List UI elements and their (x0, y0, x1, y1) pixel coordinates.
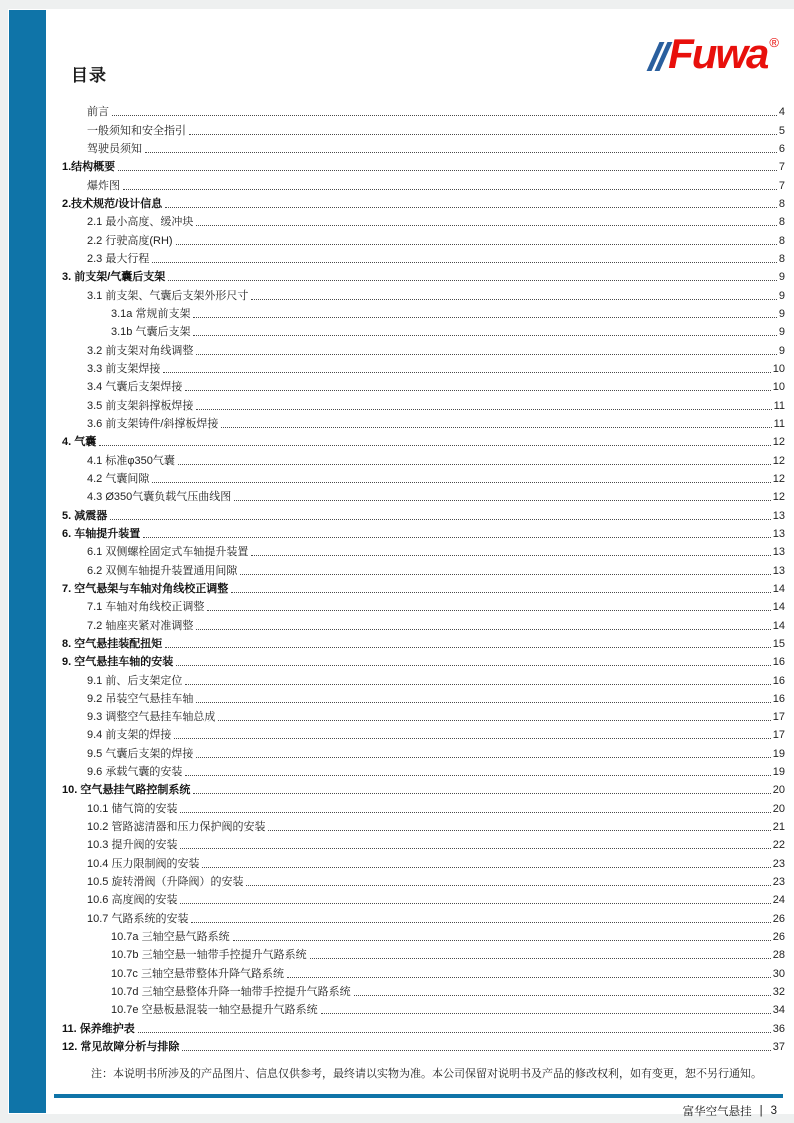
toc-entry-label: 2.3 最大行程 (87, 252, 150, 265)
toc-entry[interactable] (8, 964, 794, 982)
toc-dot-leader (185, 683, 770, 685)
toc-entry-label: 10.4 压力限制阀的安装 (87, 857, 200, 870)
toc-entry-page: 16 (772, 656, 785, 669)
toc-dot-leader (180, 811, 770, 813)
toc-dot-leader (165, 206, 777, 208)
toc-dot-leader (196, 756, 770, 758)
toc-entry-label: 10.7e 空悬板悬混装一轴空悬提升气路系统 (111, 1004, 318, 1017)
toc-dot-leader (193, 792, 770, 794)
toc-entry-page: 26 (772, 931, 785, 944)
toc-list (8, 103, 794, 1056)
toc-dot-leader (176, 243, 777, 245)
toc-dot-leader (118, 169, 777, 171)
toc-entry-label: 驾驶员须知 (87, 142, 142, 155)
toc-entry-page: 6 (778, 142, 785, 155)
toc-entry[interactable] (8, 799, 794, 817)
toc-entry[interactable] (8, 506, 794, 524)
toc-entry[interactable] (8, 525, 794, 543)
toc-entry-label: 4.3 Ø350气囊负载气压曲线图 (87, 491, 232, 504)
toc-entry-label: 10.7c 三轴空悬带整体升降气路系统 (111, 967, 284, 980)
toc-entry-label: 3.1 前支架、气囊后支架外形尺寸 (87, 289, 249, 302)
toc-entry[interactable] (8, 1019, 794, 1037)
toc-entry-label: 3.3 前支架焊接 (87, 362, 161, 375)
toc-entry-page: 21 (772, 821, 785, 834)
toc-entry-label: 12. 常见故障分析与排除 (62, 1041, 180, 1054)
toc-entry-label: 9.5 气囊后支架的焊接 (87, 747, 194, 760)
toc-entry-page: 30 (772, 967, 785, 980)
toc-entry[interactable] (8, 1038, 794, 1056)
toc-entry[interactable] (8, 873, 794, 891)
toc-dot-leader (218, 719, 770, 721)
toc-entry[interactable] (8, 213, 794, 231)
toc-entry-label: 5. 减震器 (62, 509, 108, 522)
toc-entry-label: 9.3 调整空气悬挂车轴总成 (87, 711, 216, 724)
toc-dot-leader (189, 133, 777, 135)
toc-dot-leader (185, 389, 770, 391)
toc-entry-label: 10.7b 三轴空悬一轴带手控提升气路系统 (111, 949, 307, 962)
toc-entry[interactable] (8, 1001, 794, 1019)
toc-entry-label: 爆炸图 (87, 179, 120, 192)
toc-dot-leader (240, 573, 770, 575)
toc-dot-leader (152, 481, 770, 483)
toc-dot-leader (196, 353, 777, 355)
toc-entry-page: 16 (772, 674, 785, 687)
toc-entry-page: 12 (772, 472, 785, 485)
toc-entry-label: 3.1a 常规前支架 (111, 307, 191, 320)
toc-entry[interactable] (8, 708, 794, 726)
toc-dot-leader (231, 591, 771, 593)
toc-entry-page: 8 (778, 234, 785, 247)
toc-entry[interactable] (8, 671, 794, 689)
toc-dot-leader (178, 463, 771, 465)
toc-entry-label: 6.2 双侧车轴提升装置通用间隙 (87, 564, 238, 577)
toc-entry-label: 7.1 车轴对角线校正调整 (87, 601, 205, 614)
toc-dot-leader (180, 902, 770, 904)
toc-entry[interactable] (8, 854, 794, 872)
toc-dot-leader (196, 408, 771, 410)
toc-dot-leader (138, 1031, 771, 1033)
toc-entry-page: 8 (778, 252, 785, 265)
toc-entry-page: 16 (772, 692, 785, 705)
footer-brand-text: 富华空气悬挂 (682, 1106, 752, 1118)
toc-entry-page: 13 (772, 509, 785, 522)
toc-dot-leader (202, 866, 770, 868)
toc-dot-leader (165, 646, 771, 648)
toc-entry[interactable] (8, 543, 794, 561)
toc-entry-label: 3.5 前支架斜撑板焊接 (87, 399, 194, 412)
registered-mark: ® (769, 35, 779, 50)
toc-entry-label: 7. 空气悬架与车轴对角线校正调整 (62, 582, 229, 595)
page-title: 目录 (71, 66, 107, 85)
toc-entry[interactable] (8, 286, 794, 304)
toc-dot-leader (251, 554, 770, 556)
toc-entry[interactable] (8, 891, 794, 909)
toc-entry[interactable] (8, 231, 794, 249)
toc-entry-label: 10.1 储气筒的安装 (87, 802, 178, 815)
toc-entry-label: 10.3 提升阀的安装 (87, 839, 178, 852)
toc-entry-label: 6. 车轴提升装置 (62, 527, 141, 540)
toc-entry-page: 13 (772, 546, 785, 559)
toc-entry[interactable] (8, 928, 794, 946)
toc-entry[interactable] (8, 763, 794, 781)
toc-entry-page: 7 (778, 179, 785, 192)
toc-entry-label: 10.7a 三轴空悬气路系统 (111, 931, 230, 944)
toc-entry[interactable] (8, 176, 794, 194)
toc-entry-page: 15 (772, 637, 785, 650)
toc-entry-label: 3.6 前支架铸件/斜撑板焊接 (87, 417, 219, 430)
toc-dot-leader (321, 1012, 771, 1014)
toc-entry-page: 12 (772, 436, 785, 449)
toc-entry-label: 10.7 气路系统的安装 (87, 912, 189, 925)
toc-entry[interactable] (8, 488, 794, 506)
toc-dot-leader (310, 957, 771, 959)
toc-dot-leader (207, 609, 770, 611)
toc-dot-leader (112, 114, 777, 116)
fuwa-logo (653, 30, 779, 77)
toc-entry-page: 34 (772, 1004, 785, 1017)
toc-entry-page: 11 (773, 417, 785, 430)
toc-entry-label: 4.2 气囊间隙 (87, 472, 150, 485)
toc-entry-page: 24 (772, 894, 785, 907)
toc-dot-leader (246, 884, 770, 886)
toc-entry[interactable] (8, 195, 794, 213)
note-text: 注：本说明书所涉及的产品图片、信息仅供参考，最终请以实物为准。本公司保留对说明书及产品的修改权利，如有变更，恕不另行通知。 (91, 1068, 762, 1080)
toc-entry-label: 11. 保养维护表 (62, 1022, 135, 1035)
toc-dot-leader (110, 518, 771, 520)
footer-info (683, 1103, 777, 1119)
toc-entry-label: 4.1 标准φ350气囊 (87, 454, 175, 467)
toc-dot-leader (123, 188, 777, 190)
toc-entry[interactable] (8, 635, 794, 653)
toc-entry[interactable] (8, 360, 794, 378)
toc-dot-leader (145, 151, 777, 153)
toc-entry[interactable] (8, 726, 794, 744)
toc-entry-page: 7 (778, 161, 785, 174)
toc-entry-page: 26 (772, 912, 785, 925)
left-accent-bar (9, 10, 46, 1113)
toc-entry-page: 19 (772, 747, 785, 760)
toc-dot-leader (196, 224, 777, 226)
toc-entry-page: 9 (778, 289, 785, 302)
toc-entry-label: 10.7d 三轴空悬整体升降一轴带手控提升气路系统 (111, 986, 351, 999)
toc-entry-label: 6.1 双侧螺栓固定式车轴提升装置 (87, 546, 249, 559)
toc-entry-page: 8 (778, 216, 785, 229)
toc-entry-label: 8. 空气悬挂装配扭矩 (62, 637, 163, 650)
toc-entry-page: 9 (778, 307, 785, 320)
toc-entry[interactable] (8, 140, 794, 158)
toc-dot-leader (193, 316, 776, 318)
toc-entry-label: 7.2 轴座夹紧对准调整 (87, 619, 194, 632)
toc-entry[interactable] (8, 909, 794, 927)
toc-entry-page: 36 (772, 1022, 785, 1035)
toc-entry[interactable] (8, 415, 794, 433)
toc-entry[interactable] (8, 103, 794, 121)
toc-entry-label: 10.6 高度阀的安装 (87, 894, 178, 907)
toc-dot-leader (168, 279, 777, 281)
toc-entry-page: 20 (772, 784, 785, 797)
toc-entry[interactable] (8, 451, 794, 469)
toc-entry[interactable] (8, 268, 794, 286)
toc-entry-page: 5 (778, 124, 785, 137)
toc-entry[interactable] (8, 250, 794, 268)
toc-dot-leader (196, 701, 770, 703)
toc-entry[interactable] (8, 836, 794, 854)
toc-entry-page: 9 (778, 344, 785, 357)
toc-entry[interactable] (8, 158, 794, 176)
toc-entry[interactable] (8, 818, 794, 836)
toc-entry-page: 22 (772, 839, 785, 852)
toc-dot-leader (234, 499, 770, 501)
toc-entry[interactable] (8, 378, 794, 396)
toc-dot-leader (221, 426, 771, 428)
toc-entry-label: 一般须知和安全指引 (87, 124, 186, 137)
toc-entry-page: 17 (772, 729, 785, 742)
toc-entry-label: 9.4 前支架的焊接 (87, 729, 172, 742)
toc-entry-page: 28 (772, 949, 785, 962)
toc-entry-page: 11 (773, 399, 785, 412)
footer-page-number: 3 (770, 1105, 777, 1117)
toc-entry[interactable] (8, 323, 794, 341)
toc-dot-leader (180, 847, 770, 849)
toc-entry-label: 2.2 行驶高度(RH) (87, 234, 173, 247)
toc-dot-leader (268, 829, 770, 831)
toc-entry-label: 10.5 旋转滑阀（升降阀）的安装 (87, 876, 244, 889)
toc-entry-page: 4 (778, 106, 785, 119)
toc-entry-page: 13 (772, 527, 785, 540)
toc-entry-page: 10 (772, 381, 785, 394)
toc-entry-label: 4. 气囊 (62, 436, 97, 449)
toc-entry[interactable] (8, 946, 794, 964)
toc-entry-label: 2.技术规范/设计信息 (62, 197, 163, 210)
toc-dot-leader (287, 976, 771, 978)
toc-entry-label: 3.4 气囊后支架焊接 (87, 381, 183, 394)
toc-entry[interactable] (8, 580, 794, 598)
toc-dot-leader (196, 628, 770, 630)
toc-entry[interactable] (8, 616, 794, 634)
toc-entry-page: 14 (772, 601, 785, 614)
toc-entry-page: 14 (772, 582, 785, 595)
toc-dot-leader (251, 298, 777, 300)
toc-dot-leader (182, 1049, 770, 1051)
toc-entry[interactable] (8, 470, 794, 488)
toc-entry[interactable] (8, 561, 794, 579)
toc-entry-page: 8 (778, 197, 785, 210)
toc-dot-leader (354, 994, 771, 996)
toc-entry-page: 37 (772, 1041, 785, 1054)
document-page (8, 9, 794, 1118)
footer-separator: | (759, 1105, 763, 1117)
toc-entry-label: 3.2 前支架对角线调整 (87, 344, 194, 357)
toc-dot-leader (143, 536, 771, 538)
toc-entry[interactable] (8, 690, 794, 708)
toc-entry[interactable] (8, 433, 794, 451)
toc-entry-label: 9.2 吊装空气悬挂车轴 (87, 692, 194, 705)
toc-entry-page: 12 (772, 491, 785, 504)
toc-dot-leader (191, 921, 770, 923)
toc-dot-leader (174, 737, 770, 739)
toc-entry[interactable] (8, 341, 794, 359)
toc-entry[interactable] (8, 121, 794, 139)
toc-entry-page: 12 (772, 454, 785, 467)
toc-entry[interactable] (8, 598, 794, 616)
toc-dot-leader (176, 664, 771, 666)
toc-entry-page: 19 (772, 766, 785, 779)
toc-entry-label: 1.结构概要 (62, 161, 116, 174)
toc-entry-label: 3. 前支架/气囊后支架 (62, 271, 166, 284)
toc-entry-label: 10.2 管路滤清器和压力保护阀的安装 (87, 821, 266, 834)
toc-entry[interactable] (8, 653, 794, 671)
toc-entry-label: 9.6 承载气囊的安装 (87, 766, 183, 779)
toc-entry-page: 14 (772, 619, 785, 632)
toc-entry-page: 23 (772, 876, 785, 889)
toc-dot-leader (152, 261, 777, 263)
toc-entry-page: 20 (772, 802, 785, 815)
toc-dot-leader (233, 939, 771, 941)
toc-entry-page: 10 (772, 362, 785, 375)
toc-entry-label: 9. 空气悬挂车轴的安装 (62, 656, 174, 669)
toc-entry-page: 32 (772, 986, 785, 999)
toc-entry[interactable] (8, 781, 794, 799)
toc-entry-page: 13 (772, 564, 785, 577)
toc-dot-leader (185, 774, 770, 776)
logo-text: Fuwa (668, 30, 768, 77)
toc-entry-page: 9 (778, 326, 785, 339)
toc-entry-label: 3.1b 气囊后支架 (111, 326, 191, 339)
toc-entry-page: 9 (778, 271, 785, 284)
toc-entry[interactable] (8, 396, 794, 414)
toc-entry-label: 前言 (87, 106, 109, 119)
toc-entry[interactable] (8, 305, 794, 323)
footer-rule (54, 1094, 783, 1098)
toc-dot-leader (193, 334, 776, 336)
toc-entry-page: 17 (772, 711, 785, 724)
toc-dot-leader (163, 371, 770, 373)
toc-entry[interactable] (8, 744, 794, 762)
toc-entry-page: 23 (772, 857, 785, 870)
toc-entry-label: 10. 空气悬挂气路控制系统 (62, 784, 191, 797)
toc-dot-leader (99, 444, 771, 446)
toc-entry-label: 2.1 最小高度、缓冲块 (87, 216, 194, 229)
logo-slashes-icon (653, 42, 665, 71)
toc-entry-label: 9.1 前、后支架定位 (87, 674, 183, 687)
toc-entry[interactable] (8, 983, 794, 1001)
